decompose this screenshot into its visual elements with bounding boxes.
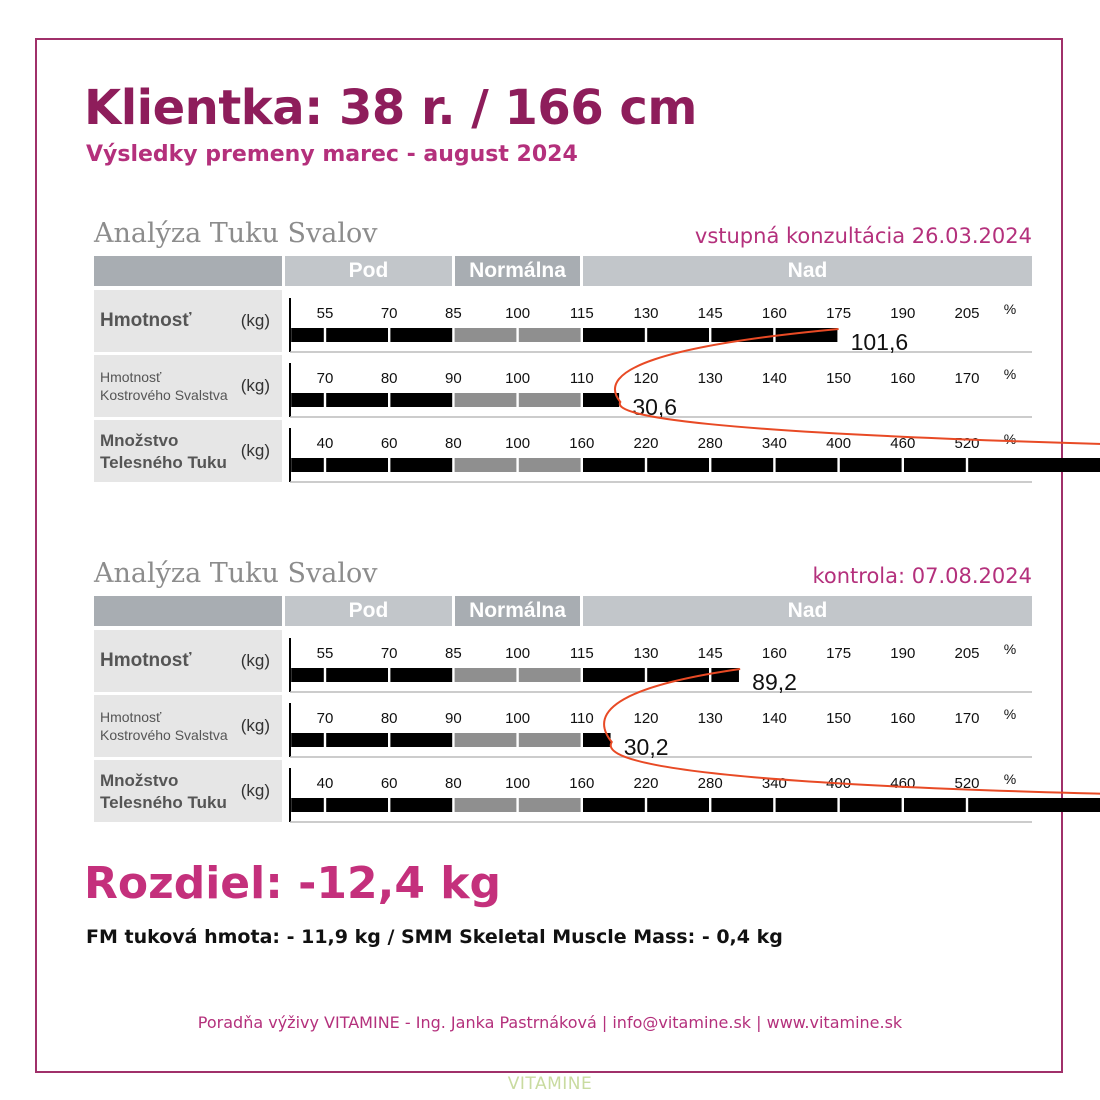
tick-label: 170: [954, 710, 980, 727]
percent-label: %: [1003, 771, 1017, 787]
tick-label: 400: [826, 435, 852, 452]
tick-label: 80: [380, 370, 398, 387]
tick-label: 70: [380, 645, 398, 662]
tick-label: 140: [761, 710, 787, 727]
tick-label: 90: [445, 370, 462, 387]
value-label: 101,6: [850, 329, 909, 355]
tick-label: 190: [890, 305, 916, 322]
row-name-line1: Množstvo: [100, 431, 179, 450]
bar-segment: [519, 328, 581, 342]
panel-date: vstupná konzultácia 26.03.2024: [694, 224, 1032, 248]
zone-header-nad: Nad: [583, 596, 1032, 626]
tick-label: 70: [316, 370, 334, 387]
row-name-line2: Kostrového Svalstva: [100, 387, 228, 403]
value-label: 89,2: [752, 669, 797, 695]
analysis-panel-control: [94, 558, 1032, 833]
bar-segment: [519, 733, 581, 747]
tick-label: 100: [505, 775, 531, 792]
percent-label: %: [1003, 706, 1017, 722]
bar-segment: [455, 393, 517, 407]
tick-label: 70: [380, 305, 398, 322]
tick-label: 60: [380, 435, 398, 452]
row-name-line2: Telesného Tuku: [100, 453, 227, 472]
tick-label: 160: [761, 305, 787, 322]
bar-segment: [291, 668, 324, 682]
row-unit: (kg): [240, 441, 270, 460]
bar-segment: [291, 328, 324, 342]
tick-label: 340: [761, 435, 787, 452]
row-unit: (kg): [240, 716, 270, 735]
zone-header-pod: Pod: [285, 596, 452, 626]
tick-label: 150: [826, 710, 852, 727]
tick-label: 220: [633, 435, 659, 452]
bar-segment: [326, 798, 388, 812]
bar-segment: [583, 393, 619, 407]
row-name-line2: Kostrového Svalstva: [100, 727, 228, 743]
bar-segment: [326, 393, 388, 407]
bar-segment: [904, 458, 966, 472]
tick-label: 120: [633, 710, 659, 727]
tick-label: 205: [954, 305, 980, 322]
bar-segment: [776, 458, 838, 472]
bar-segment: [326, 328, 388, 342]
tick-label: 145: [697, 645, 723, 662]
bar-segment: [390, 458, 452, 472]
tick-label: 120: [633, 370, 659, 387]
tick-label: 100: [505, 435, 531, 452]
bar-segment: [326, 458, 388, 472]
tick-label: 55: [316, 645, 334, 662]
tick-label: 190: [890, 645, 916, 662]
tick-label: 140: [761, 370, 787, 387]
bar-segment: [291, 733, 324, 747]
bar-segment: [519, 798, 581, 812]
bar-segment: [455, 458, 517, 472]
tick-label: 130: [697, 710, 723, 727]
tick-label: 160: [569, 775, 595, 792]
zone-header-pod: Pod: [285, 256, 452, 286]
tick-label: 205: [954, 645, 980, 662]
bar-segment: [455, 798, 517, 812]
tick-label: 40: [316, 435, 334, 452]
bar-segment: [390, 393, 452, 407]
bar-segment: [583, 798, 645, 812]
zone-header-nad: Nad: [583, 256, 1032, 286]
row-unit: (kg): [240, 311, 270, 330]
bar-segment: [647, 798, 709, 812]
tick-label: 85: [445, 305, 462, 322]
panel-title: Analýza Tuku Svalov: [94, 558, 378, 589]
tick-label: 90: [445, 710, 462, 727]
bar-segment: [904, 798, 966, 812]
bar-segment: [583, 458, 645, 472]
bar-segment: [455, 328, 517, 342]
tick-label: 460: [890, 435, 916, 452]
tick-label: 280: [697, 435, 723, 452]
bar-segment: [840, 458, 902, 472]
bar-segment: [455, 668, 517, 682]
tick-label: 110: [569, 370, 594, 387]
bar-segment: [776, 798, 838, 812]
bar-segment: [583, 328, 645, 342]
row-unit: (kg): [240, 651, 270, 670]
bar-segment: [291, 458, 324, 472]
tick-label: 170: [954, 370, 980, 387]
zone-header-normalna: Normálna: [455, 596, 580, 626]
percent-label: %: [1003, 641, 1017, 657]
tick-label: 150: [826, 370, 852, 387]
bar-segment: [647, 458, 709, 472]
bar-segment: [647, 328, 709, 342]
bar-segment: [711, 458, 773, 472]
tick-label: 80: [445, 775, 462, 792]
bar-segment: [326, 668, 388, 682]
bar-segment: [455, 733, 517, 747]
row-name: Hmotnosť: [100, 650, 192, 671]
zone-header-normalna: Normálna: [455, 256, 580, 286]
tick-label: 115: [569, 645, 594, 662]
tick-label: 80: [380, 710, 398, 727]
tick-label: 130: [633, 305, 659, 322]
bar-segment: [840, 798, 902, 812]
value-label: 30,2: [623, 734, 669, 760]
panel-date: kontrola: 07.08.2024: [812, 564, 1032, 588]
percent-label: %: [1003, 301, 1017, 317]
tick-label: 160: [761, 645, 787, 662]
tick-label: 160: [569, 435, 595, 452]
tick-label: 85: [445, 645, 462, 662]
tick-label: 130: [697, 370, 723, 387]
tick-label: 145: [697, 305, 723, 322]
brand-logo: VITAMINE: [507, 1074, 593, 1094]
bar-segment: [390, 328, 452, 342]
bar-segment: [519, 393, 581, 407]
tick-label: 40: [316, 775, 334, 792]
bar-segment: [519, 458, 581, 472]
tick-label: 100: [505, 305, 531, 322]
tick-label: 340: [761, 775, 787, 792]
row-name: Hmotnosť: [100, 310, 192, 331]
panel-title: Analýza Tuku Svalov: [94, 218, 378, 249]
page-frame: [35, 38, 1063, 1073]
tick-label: 280: [697, 775, 723, 792]
tick-label: 220: [633, 775, 659, 792]
row-unit: (kg): [240, 781, 270, 800]
tick-label: 400: [826, 775, 852, 792]
difference-detail: FM tuková hmota: - 11,9 kg / SMM Skeletal Muscle Mass: - 0,4 kg: [86, 926, 783, 948]
tick-label: 80: [445, 435, 462, 452]
row-name-line1: Množstvo: [100, 771, 179, 790]
analysis-panel-entry: [94, 218, 1032, 493]
tick-label: 175: [826, 305, 852, 322]
bar-segment: [583, 668, 645, 682]
bar-segment: [390, 668, 452, 682]
bar-segment: [519, 668, 581, 682]
tick-label: 520: [954, 435, 980, 452]
tick-label: 55: [316, 305, 334, 322]
bar-segment: [968, 798, 1100, 812]
tick-label: 460: [890, 775, 916, 792]
tick-label: 175: [826, 645, 852, 662]
bar-segment: [390, 798, 452, 812]
page-title: Klientka: 38 r. / 166 cm: [84, 80, 697, 136]
tick-label: 115: [569, 305, 594, 322]
row-name-line2: Telesného Tuku: [100, 793, 227, 812]
tick-label: 160: [890, 370, 916, 387]
value-label: 30,6: [632, 394, 678, 420]
trend-curve: [604, 669, 1100, 799]
bar-segment: [390, 733, 452, 747]
difference-headline: Rozdiel: -12,4 kg: [84, 858, 502, 909]
bar-segment: [968, 458, 1100, 472]
tick-label: 110: [569, 710, 594, 727]
page-subtitle: Výsledky premeny marec - august 2024: [86, 142, 578, 167]
tick-label: 100: [505, 370, 531, 387]
tick-label: 160: [890, 710, 916, 727]
tick-label: 70: [316, 710, 334, 727]
tick-label: 100: [505, 710, 531, 727]
bar-chart-control: [94, 558, 1032, 833]
row-name-line1: Hmotnosť: [100, 369, 162, 385]
bar-segment: [291, 798, 324, 812]
bar-chart-entry: [94, 218, 1032, 493]
tick-label: 520: [954, 775, 980, 792]
tick-label: 100: [505, 645, 531, 662]
bar-segment: [326, 733, 388, 747]
bar-segment: [711, 798, 773, 812]
tick-label: 130: [633, 645, 659, 662]
row-unit: (kg): [240, 376, 270, 395]
footer-contact: Poradňa výživy VITAMINE - Ing. Janka Pastrnáková | info@vitamine.sk | www.vitamine.sk: [197, 1013, 903, 1032]
percent-label: %: [1003, 366, 1017, 382]
tick-label: 60: [380, 775, 398, 792]
bar-segment: [291, 393, 324, 407]
row-name-line1: Hmotnosť: [100, 709, 162, 725]
percent-label: %: [1003, 431, 1017, 447]
